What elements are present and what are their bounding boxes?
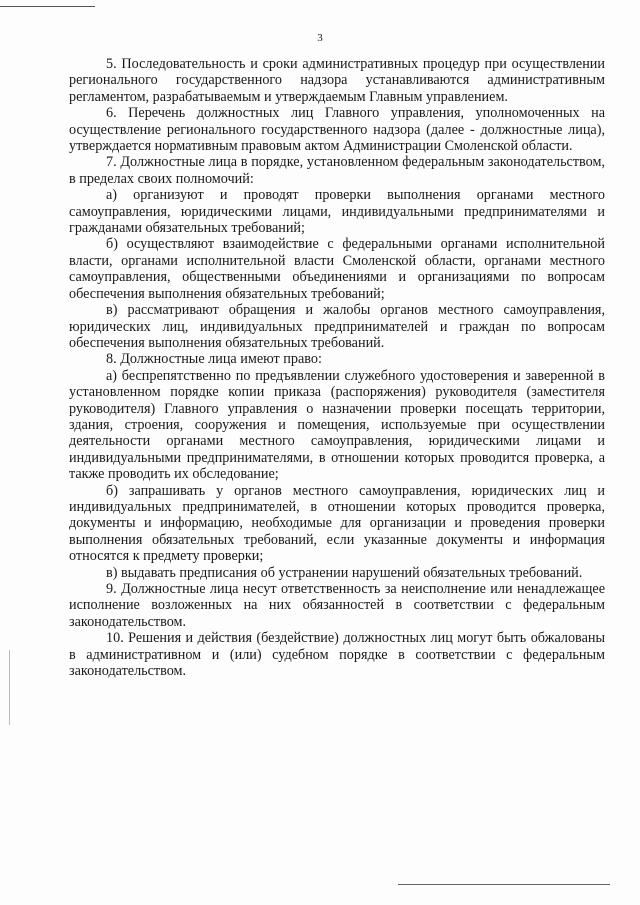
paragraph-7b: б) осуществляют взаимодействие с федеральными органами исполнительной власти, органами исполнительной власти Смоленской области, органами местного самоуправления, общественными объединениями и организациями по вопросам обеспечения выполнения обязательных требований;: [69, 236, 605, 302]
paragraph-7: 7. Должностные лица в порядке, установленном федеральным законодательством, в пределах своих полномочий:: [69, 154, 605, 187]
page-number: 3: [317, 32, 323, 44]
paragraph-8v: в) выдавать предписания об устранении нарушений обязательных требований.: [106, 564, 583, 581]
paragraph-8a: а) беспрепятственно по предъявлении служебного удостоверения и заверенной в установленном порядке копии приказа (распоряжения) руководителя (заместителя руководителя) Главного управления о назначении проверки посещать территории, здания, строения, сооружения и помещения, используемые при осуществлении деятельности органами местного самоуправления, юридическими лицами и индивидуальными предпринимателями, в отношении которых проводится проверка, а также проводить их обследование;: [69, 367, 605, 483]
document-body: [69, 56, 605, 679]
paragraph-8: 8. Должностные лица имеют право:: [106, 351, 322, 368]
scan-artifact-mark: [9, 650, 10, 725]
paragraph-9: 9. Должностные лица несут ответственность за неисполнение или ненадлежащее исполнение возложенных на них обязанностей в соответствии с федеральным законодательством.: [69, 581, 605, 630]
paragraph-5: 5. Последовательность и сроки административных процедур при осуществлении регионального государственного надзора устанавливаются административным регламентом, разрабатываемым и утверждаемым Главным управлением.: [69, 56, 605, 105]
paragraph-8b: б) запрашивать у органов местного самоуправления, юридических лиц и индивидуальных предпринимателей, в отношении которых проводится проверка, документы и информацию, необходимые для организации и проведения проверки выполнения обязательных требований, если указанные документы и информация относятся к предмету проверки;: [69, 482, 605, 565]
paragraph-10: 10. Решения и действия (бездействие) должностных лиц могут быть обжалованы в административном и (или) судебном порядке в соответствии с федеральным законодательством.: [69, 630, 605, 680]
scan-artifact-line-bottom: [398, 884, 610, 885]
paragraph-7a: а) организуют и проводят проверки выполнения органами местного самоуправления, юридическими лицами, индивидуальными предпринимателями и гражданами обязательных требований;: [69, 187, 605, 237]
paragraph-7v: в) рассматривают обращения и жалобы органов местного самоуправления, юридических лиц, индивидуальных предпринимателей и граждан по вопросам обеспечения выполнения обязательных требований.: [69, 302, 605, 351]
paragraph-6: 6. Перечень должностных лиц Главного управления, уполномоченных на осуществление регионального государственного надзора (далее - должностные лица), утверждается нормативным правовым актом Администрации Смоленской области.: [69, 105, 605, 155]
scan-artifact-line: [0, 6, 95, 7]
